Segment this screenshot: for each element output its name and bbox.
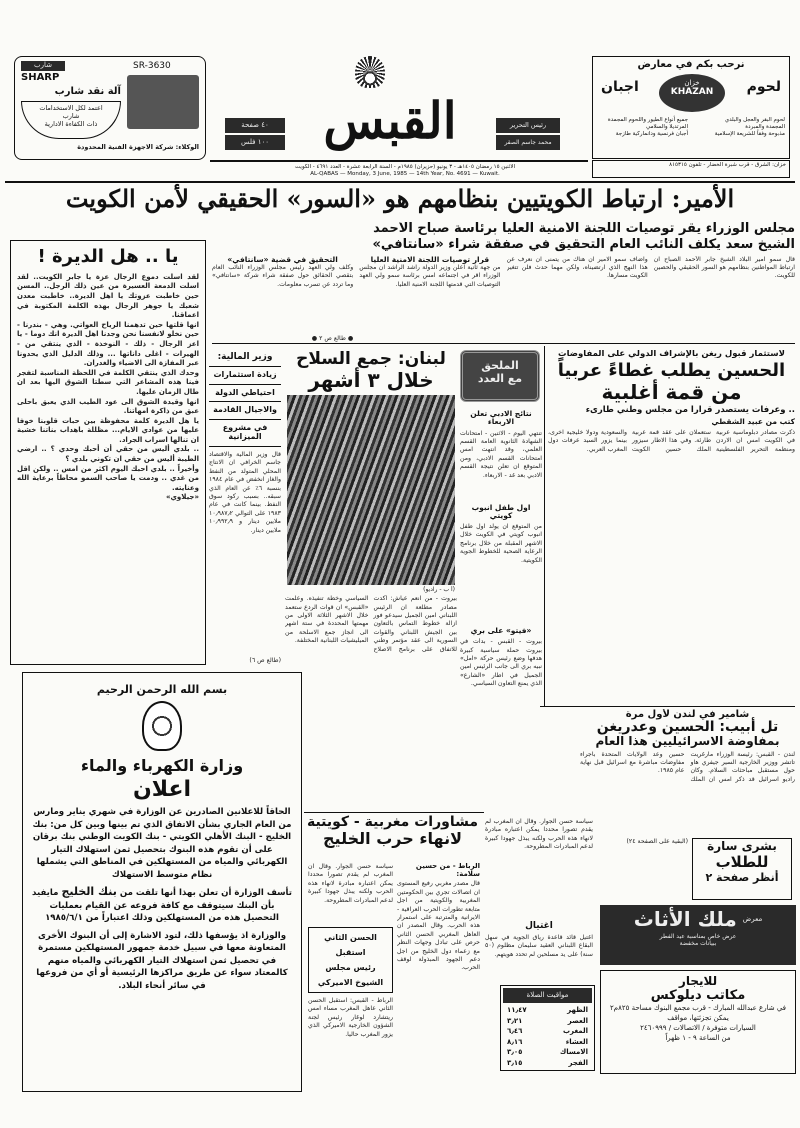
morocco-box-line: رئيس مجلس xyxy=(325,963,376,972)
price: ١٠٠ فلس xyxy=(225,135,285,150)
lebanon-photo xyxy=(287,395,455,585)
kuwait-emblem-icon xyxy=(142,701,182,751)
prayer-name: العصر xyxy=(567,1016,588,1025)
shamir-headline-2: بمفاوضة الاسرائيليين هذا العام xyxy=(595,734,780,749)
prayer-name: الظهر xyxy=(567,1006,588,1014)
morocco-text: قال مصدر مغربي رفيع المستوى ان اتصالات تجري بين الحكومتين المغربية والكويتية من اجل متابعة تطورات الحرب العراقية - الايرانية والمترتبة على استمرار هذه الحرب. وقال المصدر ان العاهل المغربي الحسن الثاني حرص على تبادل وجهات النظر مع زعماء دول الخليج من اجل دعم الجهود المبذولة لوقف الحرب. xyxy=(397,880,480,972)
continued-note: ● طالع ص ٢ ● xyxy=(311,334,354,342)
announcement-p1: الحاقاً للاعلانين الصادرين عن الوزارة في شهري يناير ومارس من العام الجاري بشأن الاتفاق الذي تم بينها وبين كل من: بنك الخليج - البنك الأهلي الكويتي - بنك الكويت الوطني بنك برقان على أن تقوم هذه البنوك بتحصيل ثمن استهلاك التيار الكهربائي والمياه من المستهلكين في المناطق التي يشملها نظام متوسط الاستهلاك xyxy=(32,807,292,880)
ministry-announcement xyxy=(22,672,302,1092)
students-line2: للطلاب xyxy=(715,853,769,871)
top-story-subhead: التحقيق في قضية «سانتافي» xyxy=(227,255,338,264)
sharp-line2: شارب xyxy=(62,112,80,120)
column-paragraph: انها وقيدة الشوق الى عود الطيب الذي يعبق باحلى عبق من ذاكرة امهاتنا. xyxy=(17,397,199,416)
logo-emblem-icon xyxy=(355,56,385,88)
newspaper-logo: القبس xyxy=(323,91,457,150)
column-paragraph: وحدك الذي ينتقي الكلمة في اللحظة المناسبة لتفجر فينا هذه المشاعر التي سطتا الشوق اليها بعد ان طال الزمان عليها. xyxy=(17,368,199,396)
morocco-headline-2: لانهاء حرب الخليج xyxy=(323,829,462,849)
furniture-ad xyxy=(600,905,796,965)
furniture-line: عرض خاص بمناسبة عيد الفطر xyxy=(659,933,737,940)
announcement-p2a: تأسف الوزارة أن تعلن بهذا أنها تلقت من xyxy=(119,888,292,898)
khazan-ad xyxy=(592,56,790,159)
prayer-name: الفجر xyxy=(568,1058,588,1067)
sharp-brand-ar: شارب xyxy=(21,61,65,71)
rent-ad xyxy=(600,970,796,1074)
prayer-time: ٣٫٢١ xyxy=(507,1016,523,1025)
morocco-byline: الرباط - من حسين سلامة: xyxy=(415,863,480,878)
prayer-time: ١١٫٤٧ xyxy=(507,1006,527,1014)
results-text: تنتهي اليوم - الاثنين - امتحانات الشهادة الثانوية العامة القسم العلمي، وقد انتهت امس امتحانات القسم الادبي، ومن المتوقع ان تعلن نتيجة القسم الادبي بعد غد - الاربعاء. xyxy=(460,429,542,479)
finance-line: احتياطي الدولة xyxy=(209,385,281,403)
furniture-name: ملك الأثاث xyxy=(633,907,737,931)
prayer-row xyxy=(507,1026,588,1037)
announcement-p3: والوزارة اذ يؤسفها ذلك، لتود الاشارة إلى أن البنوك الأخرى المتعاونة معها في سبيل خدمة جمهور المستهلكين مستمرة في تحصيل ثمن استهلاك التيار الكهربائي والمياه منهم كالمعتاد سواء عن طريق مراكزها الرئيسية أو أي من فروعها في سائر أنحاء البلاد. xyxy=(36,930,288,991)
rent-line: من الساعة ٩ - ١ ظهراً xyxy=(665,1034,731,1042)
prayer-time: ٣٫١٥ xyxy=(507,1058,523,1067)
rent-subtitle: مكاتب ديلوكس xyxy=(650,988,746,1003)
basmala: بسم الله الرحمن الرحيم xyxy=(96,683,228,696)
supplement-badge xyxy=(460,350,540,402)
hussein-headline-1: الحسين يطلب غطاءً عربياً xyxy=(557,360,786,382)
column-paragraph: وأخيراً .. بلدي احبك اليوم اكثر من امس .. ولكن اقل من غدي .. ودمت يا صاحب السمو محاطاً برعاية الله وعنايته. xyxy=(17,464,199,492)
khazan-item: المجمدة والمبردة xyxy=(745,124,785,130)
prayer-row xyxy=(507,1037,588,1048)
ministry-name: وزارة الكهرباء والماء xyxy=(80,756,244,775)
hussein-text: ذكرت مصادر دبلوماسية عربية في الكويت امس ان الاردن ومنظمة التحرير الفلسطينية ستعملان على عقد قمة عربية طارئة. وفي هذا الاطار سيزور الملك حسين الكويت والسعودية ودولا خليجية اخرى، بينما يزور السيد عرفات دول المغرب العربي. xyxy=(548,428,795,453)
subhead-1: مجلس الوزراء يقر توصيات اللجنة الأمنية العليا برئاسة صباح الأحمد xyxy=(373,222,795,236)
khazan-logo-ar: خزان xyxy=(684,79,700,87)
prayer-name: الامساك xyxy=(559,1048,588,1056)
khazan-item: المرتديلا والسلامي xyxy=(646,124,688,130)
photo-caption: (أ ب - راديو) xyxy=(423,585,455,593)
shamir-kicker: شامير في لندن لأول مرة xyxy=(625,709,750,720)
prayer-time: ٦٫٤٦ xyxy=(507,1027,523,1035)
lebanon-text: بيروت - من انعم عياش: اكدت مصادر مطلعة ان الرئيس اللبناني امين الجميل سيدعو فور ازالة خطوط التماس بالتعاون بين الجيش اللبناني والقوات السورية الى عقد مؤتمر وطني للاتفاق على برنامج الاصلاح السياسي وخطة تنفيذه. وعلمت «القبس» ان قوات الردع ستعمد خلال الاشهر الثلاثة الاولى من مهمتها المحددة في ستة اشهر الى انجاز جمع الاسلحة من الميليشيات اللبنانية المختلفة. xyxy=(285,595,457,653)
finance-story xyxy=(209,350,281,665)
rent-line: السيارات متوفرة / الاتصالات / ٢٤٦٠٩٩٩ xyxy=(640,1024,756,1032)
bank-name: بنك الخليج xyxy=(61,885,117,898)
assassination-text: اغتيل قائد قاعدة رياق الجوية في سهل البقاع اللبناني العقيد سليمان مظلوم (٥٠ سنة) على يد مسلحين لم تحدد هويتهم. xyxy=(485,933,593,958)
beirut-text: سياسة حسن الجوار. وقال ان المغرب لم يقدم تصورا محددا يمكن اعتباره مبادرة لانهاء هذه الحرب ولكنه يبذل جهودا كبيرة لدعم المبادرات المطروحة. xyxy=(485,818,593,851)
khazan-logo: KHAZAN xyxy=(670,87,714,97)
shamir-continued: (البقية على الصفحة ٢٤) xyxy=(626,838,688,845)
top-story-text: قال سمو امير البلاد الشيخ جابر الأحمد الصباح ان ارتباط المواطنين بنظامهم هو السور الحقيقي والحصين للكويت. xyxy=(653,255,795,280)
khazan-item: أجبان فرنسية ودانماركية طازجة xyxy=(615,131,688,137)
lebanon-headline-2: خلال ٣ أشهر xyxy=(308,367,434,392)
column-paragraph: يا هل الديرة كلمة محفوظة بين حبات قلوبنا خوفا عليها من عوادي الايام... مظللة باهداب بناتنا خشية ان تنالها اسراب الجراد. xyxy=(17,416,199,444)
top-story-text: من جهة ثانية اعلن وزير الدولة راشد الراشد ان مجلس الوزراء اقر في اجتماعه امس برئاسة سمو ولي العهد التوصيات التي قدمتها اللجنة الامنية العليا. xyxy=(359,263,501,288)
hussein-headline-2: من قمة أغلبية xyxy=(601,380,742,405)
assassination-title: اغتيال xyxy=(525,921,553,931)
furniture-small: معرض xyxy=(742,915,763,923)
top-story-text: وكلف ولي العهد رئيس مجلس الوزراء النائب العام بتقصي الحقائق حول صفقة شراء شركة «سانتافي» وما تردد عن تسرب معلومات. xyxy=(212,263,354,288)
veto-title: «فيتو» على بري xyxy=(470,626,532,635)
price-box xyxy=(225,118,285,150)
dateline-arabic: الاثنين ١٥ رمضان ١٤٠٥هـ - ٣ يونيو (حزيران) ١٩٨٥م - السنة الرابعة عشرة - العدد ٤٦٩١ - الكويت xyxy=(295,164,515,170)
lugar-text: الرباط - القبس: استقبل الحسن الثاني عاهل المغرب مساء امس ريتشارد لوغار رئيس لجنة الشؤون الخارجية الاميركي الذي يزور المغرب حاليا. xyxy=(308,997,393,1038)
column-paragraph: لقد اسلت دموع الرجال عزة يا جابر الكويت.. لقد اسلت الدمعة العسيرة من عين ذلك الرجل.. المسن حين خاطبت عزوتك يا اهل الديرة.. خاطبت معدن شعبك يا جوهر الرجال بهذه الكلمة المكتوبة في اعماقنا. xyxy=(17,272,199,320)
sharp-brand: SHARP xyxy=(21,72,60,83)
prayer-name: المغرب xyxy=(562,1027,588,1035)
page-count: ٤٠ صفحة xyxy=(225,118,285,133)
top-story-subhead: قرار توصيات اللجنة الامنية العليا xyxy=(370,255,490,264)
cash-register-image xyxy=(127,75,199,129)
dateline-english: AL-QABAS — Monday, 3 June, 1985 — 14th Year, No. 4691 — Kuwait. xyxy=(310,171,500,177)
finance-line: زيادة استثمارات xyxy=(209,367,281,385)
column-signature: «جيلاوي» xyxy=(165,493,199,502)
finance-title: وزير المالية: xyxy=(209,350,281,367)
shamir-text: لندن - القبس: رئيسة الوزراء مارغريت تاتشر ووزير الخارجية السير جيفري هاو حول مستقبل مباحثات السلام. وكان راديو اسرائيل قد ذكر امس ان الملك حسين وعد الولايات المتحدة باجراء مفاوضات مباشرة مع اسرائيل قبل نهاية عام ١٩٨٥. xyxy=(580,750,795,783)
khazan-item: لحوم البقر والعجل والبلدي xyxy=(724,117,785,123)
rent-title: للايجار xyxy=(678,974,718,988)
column-paragraph: انها قلتها حين تدهمنا الرياح العواتي. وهي - بندرنا - حين نخلو لانفسنا نحن وجدنا اهل الديرة انك دوما - يا اعز الرجال - ذلك - النوخذة - الذي ينتقي من - الهيرات - اغلى داناتها ... وذلك الدليل الذي يحدونا عبر المفازة الى الاضياء والغدران. xyxy=(17,320,199,368)
hussein-kicker: لاستثمار قبول ريغن بالإشراف الدولي على المفاوضات xyxy=(558,350,785,359)
sharp-line1: اعتمد لكل الاستخدامات xyxy=(39,104,103,112)
prayer-title: مواقيت الصلاة xyxy=(503,988,592,1003)
editor-name: محمد جاسم الصقر xyxy=(496,135,560,150)
finance-line: في مشروع الميزانية xyxy=(209,420,281,447)
announcement-title: اعلان xyxy=(132,777,192,802)
prayer-time: ٨٫١٦ xyxy=(507,1037,523,1046)
students-line3: أنظر صفحة ٢ xyxy=(705,871,779,884)
opinion-column xyxy=(10,240,206,665)
finance-text: قال وزير المالية والاقتصاد جاسم الخرافي ان الانتاج المحلي المتولد من النفط والغاز انخفض في عام ١٩٨٤ بنسبة ٦٪ عن العام الذي سبقه.. بسبب ركود سوق النفط. بينما كانت في عام ١٩٨٣ على التوالي ١٠٫٩٨٧٫٢ ملايين دينار و ١٠٫٩٩٢٫٩ ملايين دينار. xyxy=(209,450,281,534)
khazan-item: جميع أنواع الطيور واللحوم المجمدة xyxy=(607,117,688,123)
morocco-headline-1: مشاورات مغربية - كويتية xyxy=(306,815,479,830)
morocco-box-line: الحسن الثاني استقبل xyxy=(324,933,377,957)
morocco-box-line: الشيوخ الاميركي xyxy=(317,978,384,987)
finance-continued: (طالع ص ٦) xyxy=(249,656,281,664)
results-title: نتائج الادبي تعلن الاربعاء xyxy=(470,410,532,427)
veto-text: بيروت - القبس - بدأت في بيروت حملة سياسية كبيرة هدفها وضع رئيس حركة «امل» نبيه بري الى جانب الرئيس امين الجميل في اطار «الشارع» الذي يمنع التعاون السياسي. xyxy=(460,638,542,688)
sharp-ad xyxy=(14,56,206,160)
lebanon-headline-1: لبنان: جمع السلاح xyxy=(296,350,446,369)
column-paragraph: .. بلدي أليس من حقي أن أحبك وحدي ؟ .. ارضي الطيبة أليس من حقي ان تكوني بلدي ؟ xyxy=(17,445,199,464)
khazan-right: لحوم xyxy=(746,79,781,95)
column-title: يا .. هل الديرة ! xyxy=(37,246,179,267)
prayer-name: العشاء xyxy=(565,1037,588,1046)
hussein-byline: كتب من عبيد الشقطي xyxy=(711,417,795,427)
rent-line: في شارع عبدالله المبارك - قرب مجمع البنوك مساحة ٨٢٥م٢ يمكن تجزئتها، مواقف xyxy=(609,1004,787,1022)
top-story-text: واضاف سمو الامير ان هناك من يتمنى ان نعرف عن هذا النهج الذي ارتضيناه، ولكن مهما حدث فلن تتغير الكويت مسارها. xyxy=(506,255,648,280)
sharp-model: SR-3630 xyxy=(133,61,171,71)
morocco-text-2: سياسة حسن الجوار. وقال ان المغرب لم يقدم تصورا محددا يمكن اعتباره مبادرة لانهاء هذه الحرب ولكنه يبذل جهودا كبيرة لدعم المبادرات المطروحة. xyxy=(308,863,393,904)
khazan-left: اجبان xyxy=(601,79,639,95)
sharp-line3: ذات الكفاءة الادارية xyxy=(44,120,98,128)
furniture-line: ببيانات مخفضة xyxy=(679,940,717,947)
khazan-top: نرحب بكم في معارض xyxy=(637,59,745,70)
prayer-row xyxy=(507,1005,588,1016)
main-headline: الأمير: ارتباط الكويتيين بنظامهم هو «السور» الحقيقي لأمن الكويت xyxy=(65,184,735,213)
ivf-text: من المتوقع ان يولد اول طفل انبوب كويتي في الكويت خلال الاشهر المقبلة من خلال برنامج الرعاية الصحية للخطوط الجوية الكويتية. xyxy=(460,523,542,564)
ivf-title: اول طفل انبوب كويتي xyxy=(471,502,531,520)
supplement-line2: مع العدد xyxy=(477,372,523,385)
morocco-box xyxy=(308,927,393,993)
prayer-times xyxy=(500,985,595,1071)
students-line1: بشرى سارة xyxy=(707,839,777,853)
sharp-agent: الوكلاء: شركة الاجهزة الفنية المحدودة xyxy=(77,143,199,151)
khazan-item: مذبوحة وفقاً للشريعة الإسلامية xyxy=(714,131,785,137)
shamir-headline-1: تل أبيب: الحسين وعدريغن xyxy=(596,719,779,735)
announcement-p2c: مايفيد بأن البنك سيتوقف مع كافة فروعه عن القيام بعمليات التحصيل هذه من المستهلكين وذلك اعتباراً من ١٩٨٥/٦/١ xyxy=(32,888,279,923)
prayer-row xyxy=(507,1058,588,1069)
hussein-subhead: .. وعرفات يستصدر قرارا من مجلس وطني طارىء xyxy=(585,405,795,416)
finance-line: والاجيال القادمة xyxy=(209,402,281,420)
khazan-address: خزان: الشرق - قرب شبرة الخضار - تلفون ٨١٥٣١٥ xyxy=(592,160,790,178)
editor-label: رئيس التحرير xyxy=(496,118,560,133)
subhead-2: الشيخ سعد يكلف النائب العام التحقيق في صفقة شراء «سانتافي» xyxy=(372,237,795,253)
prayer-time: ٣٫٠٥ xyxy=(507,1048,523,1056)
sharp-title: آلة نقد شارب xyxy=(54,86,121,97)
students-notice xyxy=(692,838,792,900)
prayer-row xyxy=(507,1016,588,1027)
supplement-line1: الملحق xyxy=(481,359,519,372)
prayer-row xyxy=(507,1047,588,1058)
